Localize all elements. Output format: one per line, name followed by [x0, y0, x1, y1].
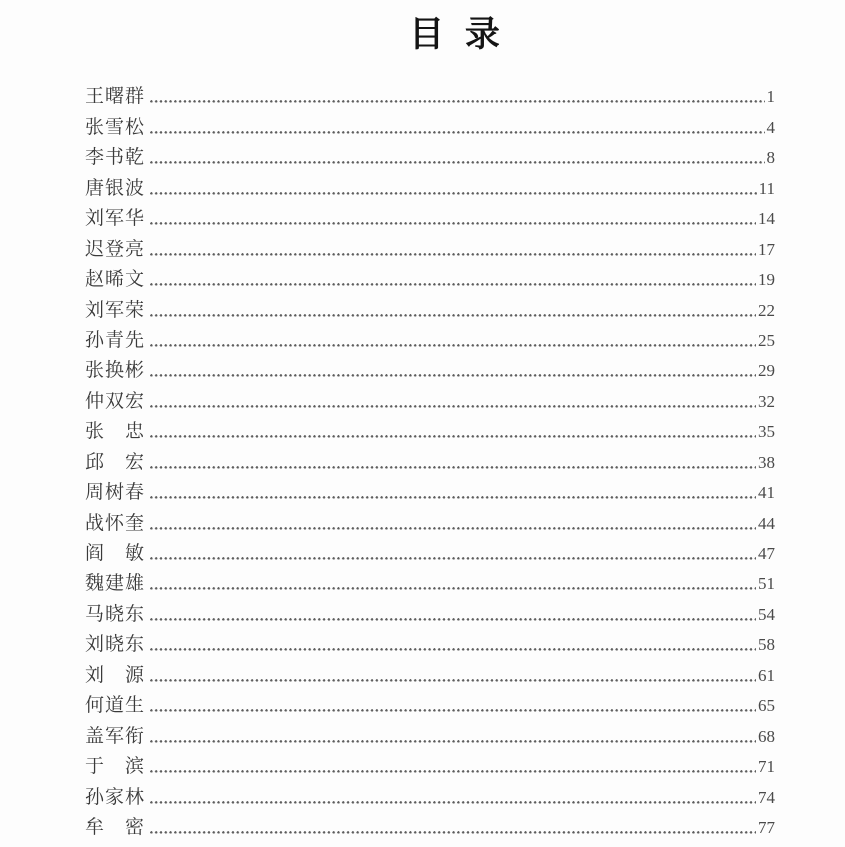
toc-entry-row	[85, 78, 775, 108]
toc-entry-page-number: 17	[758, 239, 775, 259]
dot-leader	[150, 495, 756, 500]
dot-leader	[150, 708, 756, 713]
toc-entry-name: 牟 密	[85, 816, 146, 838]
toc-entry-name: 何道生	[85, 695, 146, 717]
toc-entry-page-number: 74	[758, 787, 775, 807]
toc-entry-name: 邱 宏	[85, 451, 146, 473]
toc-entry-row	[85, 687, 775, 717]
toc-entry-page-number: 25	[758, 330, 775, 350]
toc-entry-page-number: 4	[766, 117, 775, 137]
dot-leader	[150, 556, 756, 561]
dot-leader	[150, 586, 756, 591]
dot-leader	[150, 739, 756, 744]
toc-entry-row	[85, 809, 775, 839]
toc-entry-page-number: 35	[758, 422, 775, 442]
toc-entry-name: 刘军华	[85, 208, 146, 230]
toc-entry-page-number: 65	[758, 696, 775, 716]
toc-entry-name: 盖军衔	[85, 725, 146, 747]
toc-entry-page-number: 29	[758, 361, 775, 381]
toc-entry-name: 周树春	[85, 482, 146, 504]
dot-leader	[150, 191, 757, 196]
dot-leader	[150, 282, 756, 287]
toc-entry-page-number: 8	[766, 148, 775, 168]
toc-entry-page-number: 14	[758, 209, 775, 229]
toc-entry-name: 战怀奎	[85, 512, 146, 534]
toc-entry-name: 刘晓东	[85, 634, 146, 656]
toc-entry-row	[85, 352, 775, 382]
dot-leader	[150, 769, 756, 774]
toc-entry-row	[85, 595, 775, 625]
dot-leader	[150, 465, 756, 470]
toc-entry-page-number: 32	[758, 391, 775, 411]
dot-leader	[150, 678, 756, 683]
dot-leader	[150, 130, 764, 135]
toc-entry-page-number: 61	[758, 665, 775, 685]
toc-entry-page-number: 54	[758, 604, 775, 624]
toc-entry-name: 阎 敏	[85, 543, 146, 564]
toc-entry-page-number: 77	[758, 817, 775, 837]
toc-entry-row	[85, 322, 775, 352]
dot-leader	[150, 99, 764, 104]
dot-leader	[150, 647, 756, 652]
toc-entry-row	[85, 656, 775, 686]
toc-entry-row	[85, 565, 775, 595]
toc-entry-page-number: 47	[758, 544, 775, 563]
toc-entry-row	[85, 108, 775, 138]
dot-leader	[150, 160, 764, 165]
dot-leader	[150, 343, 756, 348]
toc-entry-row	[85, 230, 775, 260]
toc-entry-name: 张换彬	[85, 360, 146, 382]
toc-entry-page-number: 41	[758, 483, 775, 503]
toc-entry-name: 唐银波	[85, 177, 146, 199]
toc-entry-page-number: 44	[758, 513, 775, 533]
toc-entry-row	[85, 139, 775, 169]
dot-leader	[150, 404, 756, 409]
toc-entry-page-number: 51	[758, 574, 775, 594]
toc-entry-row	[85, 504, 775, 534]
toc-entry-page-number: 22	[758, 300, 775, 320]
dot-leader	[150, 313, 756, 318]
toc-entry-row	[85, 169, 775, 199]
toc-entry-name: 李书乾	[85, 147, 146, 169]
toc-entry-row	[85, 261, 775, 291]
toc-entry-page-number: 38	[758, 452, 775, 472]
toc-entry-row	[85, 535, 775, 565]
toc-entry-page-number: 58	[758, 635, 775, 655]
toc-entry-name: 王曙群	[85, 86, 146, 108]
toc-entry-page-number: 68	[758, 726, 775, 746]
page-title: 目 录	[409, 15, 502, 54]
toc-entry-row	[85, 474, 775, 504]
dot-leader	[150, 800, 756, 805]
toc-entry-name: 孙家林	[85, 786, 146, 808]
toc-entry-row	[85, 443, 775, 473]
toc-entry-name: 孙青先	[85, 329, 146, 351]
toc-entry-row	[85, 748, 775, 778]
toc-entry-name: 马晓东	[85, 603, 146, 625]
toc-entry-name: 于 滨	[85, 756, 146, 778]
toc-entry-name: 赵晞文	[85, 269, 146, 291]
toc-entry-row	[85, 382, 775, 412]
toc-entry-name: 刘军荣	[85, 299, 146, 321]
toc-entry-name: 张雪松	[85, 116, 146, 138]
toc-list	[85, 78, 775, 839]
dot-leader	[150, 617, 756, 622]
toc-entry-name: 魏建雄	[85, 573, 146, 595]
dot-leader	[150, 830, 756, 835]
dot-leader	[150, 434, 756, 439]
toc-entry-name: 张 忠	[85, 421, 146, 443]
toc-entry-row	[85, 626, 775, 656]
toc-entry-name: 刘 源	[85, 664, 146, 686]
toc-entry-name: 仲双宏	[85, 390, 146, 412]
dot-leader	[150, 221, 756, 226]
toc-entry-row	[85, 717, 775, 747]
toc-entry-page-number: 1	[766, 87, 775, 107]
dot-leader	[150, 526, 756, 531]
toc-entry-row	[85, 291, 775, 321]
dot-leader	[150, 373, 756, 378]
toc-entry-row	[85, 778, 775, 808]
dot-leader	[150, 252, 756, 257]
toc-entry-name: 迟登亮	[85, 238, 146, 260]
toc-entry-page-number: 11	[758, 178, 775, 198]
toc-entry-page-number: 71	[758, 757, 775, 777]
toc-entry-row	[85, 200, 775, 230]
toc-entry-row	[85, 413, 775, 443]
toc-entry-page-number: 19	[758, 270, 775, 290]
